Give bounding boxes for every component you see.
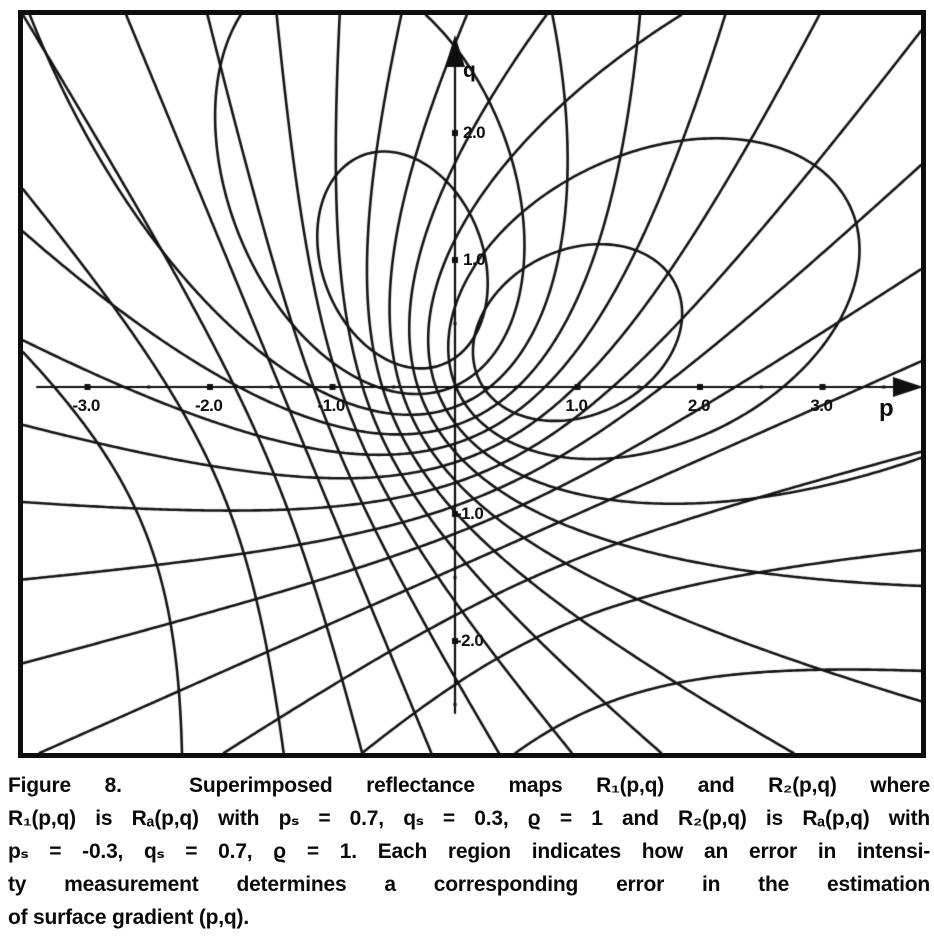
y-tick-label: 1.0 (463, 250, 486, 269)
x-tick-label: -2.0 (194, 396, 223, 415)
x-tick-label: -1.0 (317, 396, 345, 415)
caption-line: ty measurement determines a corresponding error in the estimation (8, 873, 930, 896)
x-tick-label: 3.0 (810, 396, 833, 415)
x-tick-label: 2.0 (687, 396, 710, 415)
y-tick-label: -1.0 (456, 504, 484, 523)
figure-caption (8, 769, 930, 934)
y-tick-label: -2.0 (456, 631, 484, 650)
caption-line: Figure 8. Superimposed reflectance maps R₁(p,q) and R₂(p,q) where (8, 774, 930, 797)
plot-frame (18, 10, 926, 758)
y-tick-label: 2.0 (463, 123, 486, 142)
caption-line: pₛ = -0.3, qₛ = 0.7, ϱ = 1. Each region indicates how an error in intensi- (8, 840, 930, 863)
caption-line: R₁(p,q) is Rₐ(p,q) with pₛ = 0.7, qₛ = 0.3, ϱ = 1 and R₂(p,q) is Rₐ(p,q) with (8, 807, 930, 830)
x-axis-label: p (879, 395, 894, 422)
x-tick-label: -3.0 (72, 396, 100, 415)
caption-line: of surface gradient (p,q). (8, 906, 249, 929)
x-tick-label: 1.0 (565, 396, 588, 415)
y-axis-label: q (463, 59, 476, 82)
